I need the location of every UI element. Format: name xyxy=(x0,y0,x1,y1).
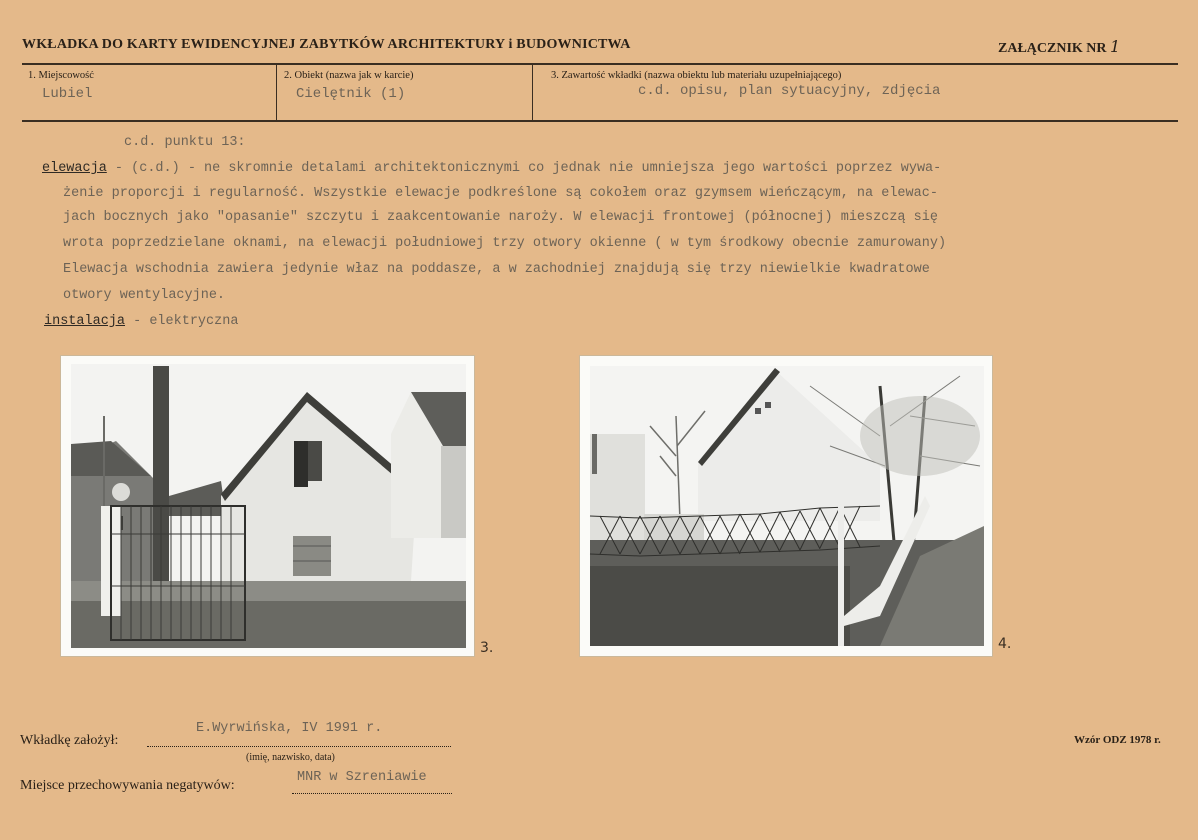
elevation-line-5: Elewacja wschodnia zawiera jedynie właz na poddasze, a w zachodniej znajdują się trzy niewielkie kwadratowe xyxy=(63,262,930,277)
photo-2-number: 4. xyxy=(998,636,1012,652)
object-value: Cielętnik (1) xyxy=(296,86,406,102)
elevation-line-3: jach bocznych jako "opasanie" szczytu i zaakcentowanie naroży. W elewacji frontowej (północnej) mieszczą się xyxy=(63,210,938,225)
photo-1 xyxy=(61,356,474,656)
photo-1-image xyxy=(61,356,474,656)
annex-label xyxy=(998,37,1120,57)
installation-value: - elektryczna xyxy=(125,314,239,329)
storage-label: Miejsce przechowywania negatywów: xyxy=(20,778,235,793)
elevation-line-1: - (c.d.) - ne skromnie detalami architektonicznymi co jednak nie umniejsza jego wartości poprzez wywa- xyxy=(106,161,942,176)
annex-label-text: ZAŁĄCZNIK NR xyxy=(998,41,1107,56)
author-value: E.Wyrwińska, IV 1991 r. xyxy=(196,721,383,736)
contents-value: c.d. opisu, plan sytuacyjny, zdjęcia xyxy=(638,83,941,99)
elevation-paragraph-line-1 xyxy=(42,156,941,182)
author-line xyxy=(147,745,451,747)
form-title: WKŁADKA DO KARTY EWIDENCYJNEJ ZABYTKÓW ARCHITEKTURY i BUDOWNICTWA xyxy=(22,37,631,52)
elevation-keyword: elewacja xyxy=(42,161,107,176)
elevation-line-4: wrota poprzedzielane oknami, na elewacji południowej trzy otwory okienne ( w tym środkowy obecnie zamurowany) xyxy=(63,236,947,251)
locality-label: 1. Miejscowość xyxy=(28,70,94,81)
elevation-line-2: żenie proporcji i regularność. Wszystkie elewacje podkreślone są cokołem oraz gzymsem wieńczącym, na elewac- xyxy=(63,186,938,201)
annex-number: 1 xyxy=(1110,37,1121,56)
elevation-line-6: otwory wentylacyjne. xyxy=(63,288,226,303)
fields-bottom-rule xyxy=(22,120,1178,122)
photo-2-image xyxy=(580,356,992,656)
storage-value: MNR w Szreniawie xyxy=(297,770,427,785)
intro-line: c.d. punktu 13: xyxy=(124,135,246,150)
author-caption: (imię, nazwisko, data) xyxy=(246,752,335,763)
author-label: Wkładkę założył: xyxy=(20,733,119,748)
locality-value: Lubiel xyxy=(42,86,93,102)
field-divider-1 xyxy=(276,65,277,120)
contents-label: 3. Zawartość wkładki (nazwa obiektu lub materiału uzupełniającego) xyxy=(551,70,842,81)
installation-keyword: instalacja xyxy=(44,314,126,329)
object-label: 2. Obiekt (nazwa jak w karcie) xyxy=(284,70,414,81)
field-divider-2 xyxy=(532,65,533,120)
installation-line xyxy=(44,309,238,335)
top-rule xyxy=(22,63,1178,65)
storage-line xyxy=(292,792,452,794)
photo-1-number: 3. xyxy=(480,640,494,656)
photo-2 xyxy=(580,356,992,656)
form-code: Wzór ODZ 1978 r. xyxy=(1074,734,1161,746)
